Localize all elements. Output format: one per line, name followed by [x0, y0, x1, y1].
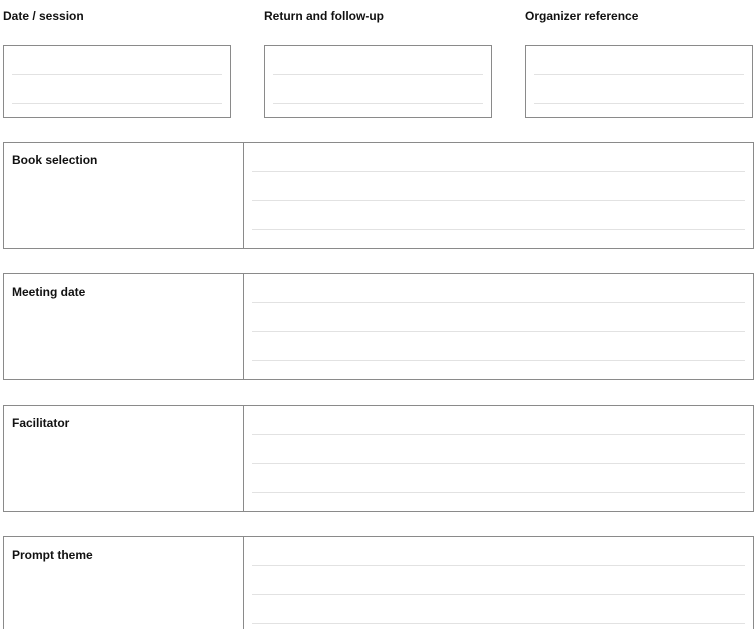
- writing-line: [252, 171, 745, 172]
- row-meeting-date: [3, 273, 754, 380]
- row-book-selection: [3, 142, 754, 249]
- column-title: Organizer reference: [525, 9, 639, 23]
- writing-line: [252, 594, 745, 595]
- writing-line: [252, 623, 745, 624]
- row-label-cell: [4, 143, 244, 248]
- row-label: Prompt theme: [12, 548, 93, 562]
- organizer-reference-field[interactable]: [525, 45, 753, 118]
- column-title: Return and follow-up: [264, 9, 384, 23]
- writing-line: [252, 302, 745, 303]
- meeting-date-field[interactable]: [244, 274, 753, 379]
- row-label-cell: [4, 274, 244, 379]
- row-label: Book selection: [12, 153, 98, 167]
- writing-line: [252, 331, 745, 332]
- prompt-theme-field[interactable]: [244, 537, 753, 629]
- row-facilitator: [3, 405, 754, 512]
- writing-line: [252, 229, 745, 230]
- column-title: Date / session: [3, 9, 84, 23]
- row-label: Meeting date: [12, 285, 86, 299]
- writing-line: [252, 463, 745, 464]
- writing-line: [12, 103, 222, 104]
- writing-line: [534, 103, 744, 104]
- writing-line: [273, 103, 483, 104]
- return-follow-up-field[interactable]: [264, 45, 492, 118]
- row-prompt-theme: [3, 536, 754, 629]
- facilitator-field[interactable]: [244, 406, 753, 511]
- date-session-field[interactable]: [3, 45, 231, 118]
- writing-line: [12, 74, 222, 75]
- writing-line: [273, 74, 483, 75]
- writing-line: [252, 492, 745, 493]
- writing-line: [252, 565, 745, 566]
- row-label-cell: [4, 537, 244, 629]
- writing-line: [252, 200, 745, 201]
- writing-line: [252, 434, 745, 435]
- writing-line: [534, 74, 744, 75]
- row-label-cell: [4, 406, 244, 511]
- row-label: Facilitator: [12, 416, 70, 430]
- writing-line: [252, 360, 745, 361]
- book-selection-field[interactable]: [244, 143, 753, 248]
